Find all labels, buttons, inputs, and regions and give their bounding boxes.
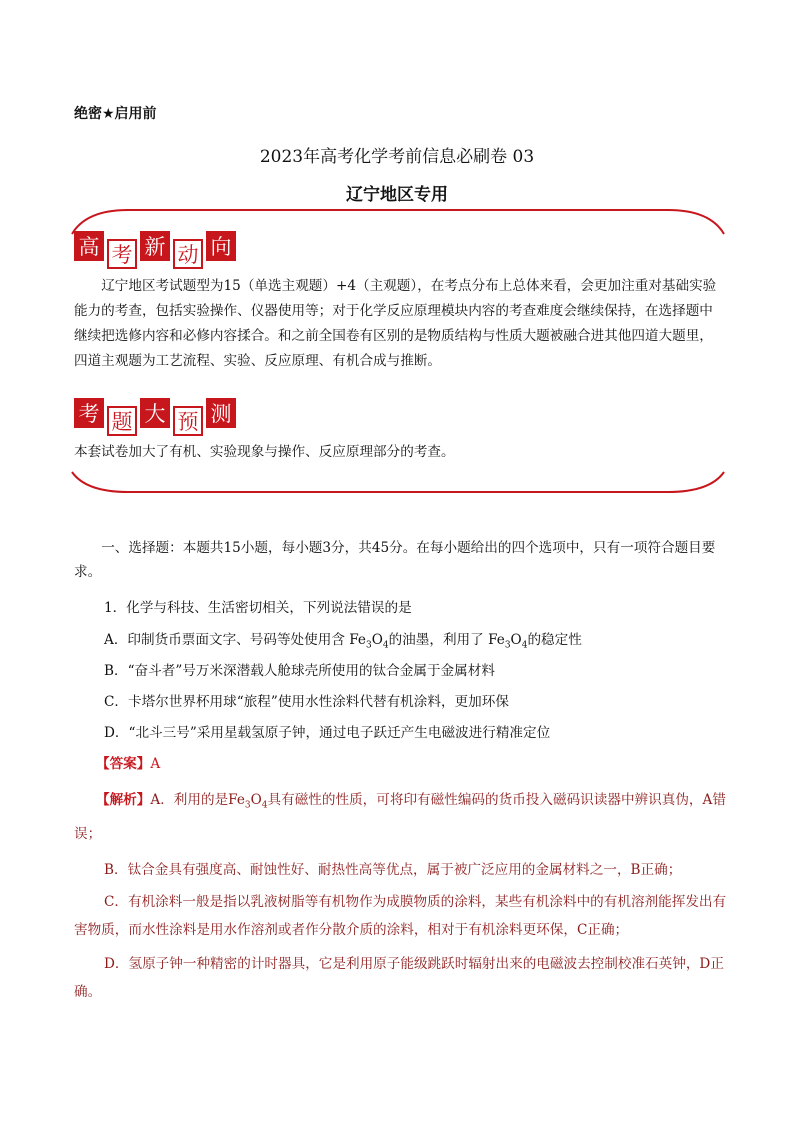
section-intro: 一、选择题：本题共15小题，每小题3分，共45分。在每小题给出的四个选项中，只有一项符合题目要求。	[74, 540, 716, 580]
banner-char: 题	[107, 406, 137, 436]
secret-mark: 绝密★启用前	[74, 106, 157, 122]
subscript: 3	[365, 640, 372, 651]
question-1: 1．化学与科技、生活密切相关，下列说法错误的是	[104, 600, 412, 616]
answer-tag: 【答案】	[96, 756, 151, 772]
banner-char: 向	[206, 231, 236, 261]
banner-exam-prediction	[74, 402, 236, 436]
page-title: 2023年高考化学考前信息必刷卷 03	[259, 147, 535, 167]
banner-char: 考	[107, 239, 137, 269]
banner-char: 大	[140, 398, 170, 428]
option-c: C．卡塔尔世界杯用球“旅程”使用水性涂料代替有机涂料，更加环保	[104, 694, 509, 710]
banner-gaokao-trend	[74, 235, 236, 269]
banner-char: 动	[173, 239, 203, 269]
explanation-tag: 【解析】	[96, 792, 151, 808]
answer-value: A	[150, 756, 161, 772]
banner-char: 考	[74, 398, 104, 428]
option-a-text: A．印制货币票面文字、号码等处使用含 Fe	[104, 632, 366, 648]
banner-char: 新	[140, 231, 170, 261]
explanation-a-text: A．利用的是Fe	[150, 792, 245, 808]
explanation-a-text: 具有磁性的性质，可将印有磁性编码的货币投入磁码识读器中辨识真伪，A错误；	[74, 792, 726, 842]
option-b: B．“奋斗者”号万米深潜载人舱球壳所使用的钛合金属于金属材料	[104, 663, 495, 679]
trend-paragraph: 辽宁地区考试题型为15（单选主观题）+4（主观题），在考点分布上总体来看，会更加注重对基础实验能力的考查，包括实验操作、仪器使用等；对于化学反应原理模块内容的考查难度会继续保持，在选择题中继续把选修内容和必修内容揉合。和之前全国卷有区别的是物质结构与性质大题被融合进其他四道大题里，四道主观题为工艺流程、实验、反应原理、有机合成与推断。	[74, 278, 717, 369]
explanation-a: 【解析】A．利用的是$Fe_3O_4$具有磁性的性质，可将印有磁性编码的货币投入磁码识读器中辨识真伪，A错误；	[74, 792, 726, 842]
option-a-text: 的油墨，利用了 Fe	[388, 632, 505, 648]
subscript: 3	[244, 800, 251, 811]
option-a-text: 的稳定性	[527, 632, 582, 648]
answer	[96, 752, 160, 776]
subscript: 4	[261, 800, 268, 811]
banner-char: 预	[173, 406, 203, 436]
explanation-b: B．钛合金具有强度高、耐蚀性好、耐热性高等优点，属于被广泛应用的金属材料之一，B正确；	[104, 862, 682, 878]
subscript: 4	[382, 640, 389, 651]
subscript: 3	[504, 640, 511, 651]
option-a: A．印制货币票面文字、号码等处使用含 $Fe_3O_4$的油墨，利用了 $Fe_3O_4$的稳定性	[104, 632, 582, 651]
subscript: 4	[521, 640, 528, 651]
bottom-arc-divider	[68, 470, 728, 496]
explanation-d: D．氢原子钟一种精密的计时器具，它是利用原子能级跳跃时辐射出来的电磁波去控制校准石英钟，D正确。	[74, 956, 724, 1000]
page-subtitle: 辽宁地区专用	[346, 185, 448, 205]
banner-char: 测	[206, 398, 236, 428]
prediction-paragraph: 本套试卷加大了有机、实验现象与操作、反应原理部分的考查。	[74, 444, 455, 460]
explanation-c: C．有机涂料一般是指以乳液树脂等有机物作为成膜物质的涂料，某些有机涂料中的有机溶剂能挥发出有害物质，而水性涂料是用水作溶剂或者作分散介质的涂料，相对于有机涂料更环保，C正确；	[74, 894, 727, 938]
banner-char: 高	[74, 231, 104, 261]
option-d: D．“北斗三号”采用星载氢原子钟，通过电子跃迁产生电磁波进行精准定位	[104, 725, 551, 741]
